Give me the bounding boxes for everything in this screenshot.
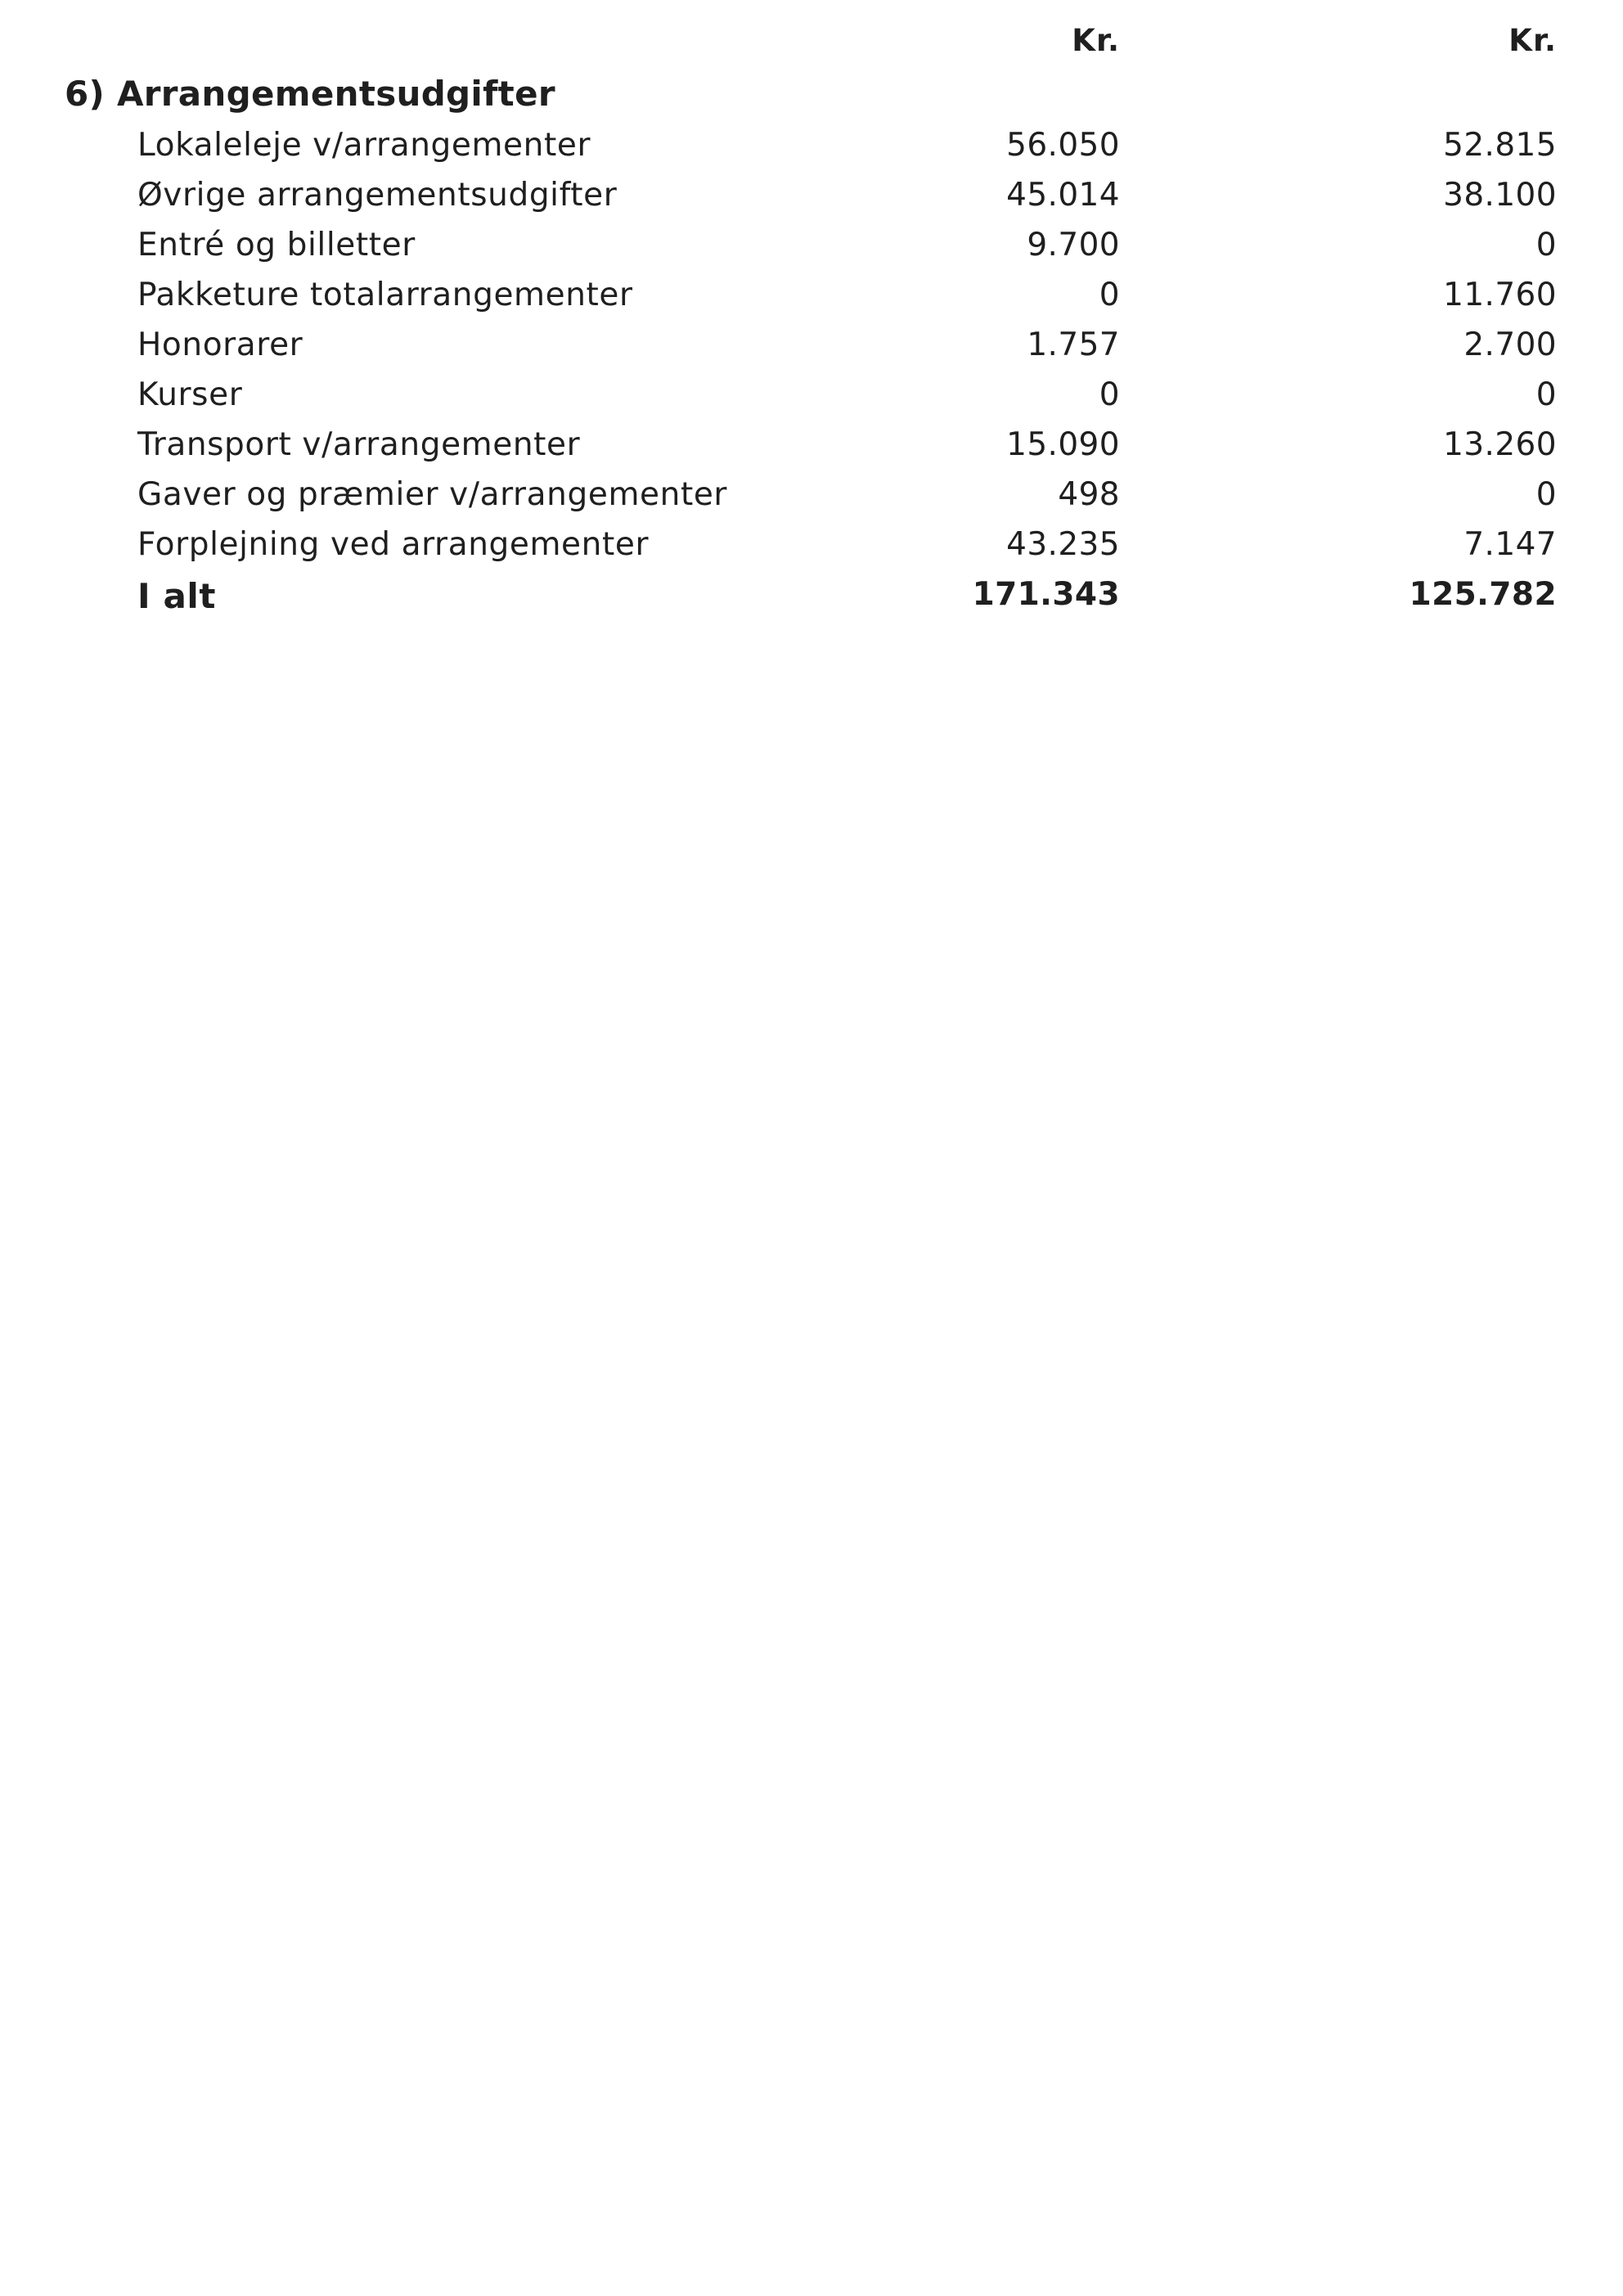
row-label: Forplejning ved arrangementer [137, 526, 650, 563]
table-row [0, 127, 1623, 176]
row-value-1: 15.090 [1006, 426, 1120, 463]
column-unit-1: Kr. [1072, 23, 1120, 58]
total-value-2: 125.782 [1409, 576, 1557, 613]
row-value-1: 9.700 [1027, 227, 1120, 263]
row-label: Øvrige arrangementsudgifter [137, 177, 618, 214]
section-title: 6) Arrangementsudgifter [65, 74, 555, 114]
row-value-1: 56.050 [1006, 127, 1120, 164]
table-row [0, 476, 1623, 525]
row-value-2: 13.260 [1443, 426, 1557, 463]
table-row [0, 277, 1623, 326]
row-label: Honorarer [137, 326, 303, 363]
row-value-2: 11.760 [1443, 277, 1557, 313]
row-value-2: 0 [1535, 476, 1557, 513]
row-value-2: 52.815 [1443, 127, 1557, 164]
row-label: Kurser [137, 376, 243, 413]
row-label: Lokaleleje v/arrangementer [137, 127, 591, 164]
table-row [0, 376, 1623, 425]
row-label: Entré og billetter [137, 227, 416, 263]
row-label: Transport v/arrangementer [137, 426, 581, 463]
row-value-1: 0 [1099, 376, 1120, 413]
row-value-2: 2.700 [1463, 326, 1557, 363]
total-row [0, 576, 1623, 625]
row-label: Pakketure totalarrangementer [137, 277, 633, 313]
total-label: I alt [137, 576, 217, 616]
row-value-2: 38.100 [1443, 177, 1557, 214]
column-unit-2: Kr. [1508, 23, 1557, 58]
row-value-1: 45.014 [1006, 177, 1120, 214]
row-value-1: 498 [1058, 476, 1120, 513]
table-row [0, 326, 1623, 376]
table-row [0, 526, 1623, 575]
table-row [0, 177, 1623, 226]
row-value-1: 1.757 [1027, 326, 1120, 363]
table-row [0, 227, 1623, 276]
row-value-2: 7.147 [1463, 526, 1557, 563]
total-value-1: 171.343 [972, 576, 1120, 613]
row-value-2: 0 [1535, 376, 1557, 413]
row-value-1: 0 [1099, 277, 1120, 313]
row-label: Gaver og præmier v/arrangementer [137, 476, 728, 513]
table-row [0, 426, 1623, 475]
row-value-1: 43.235 [1006, 526, 1120, 563]
row-value-2: 0 [1535, 227, 1557, 263]
